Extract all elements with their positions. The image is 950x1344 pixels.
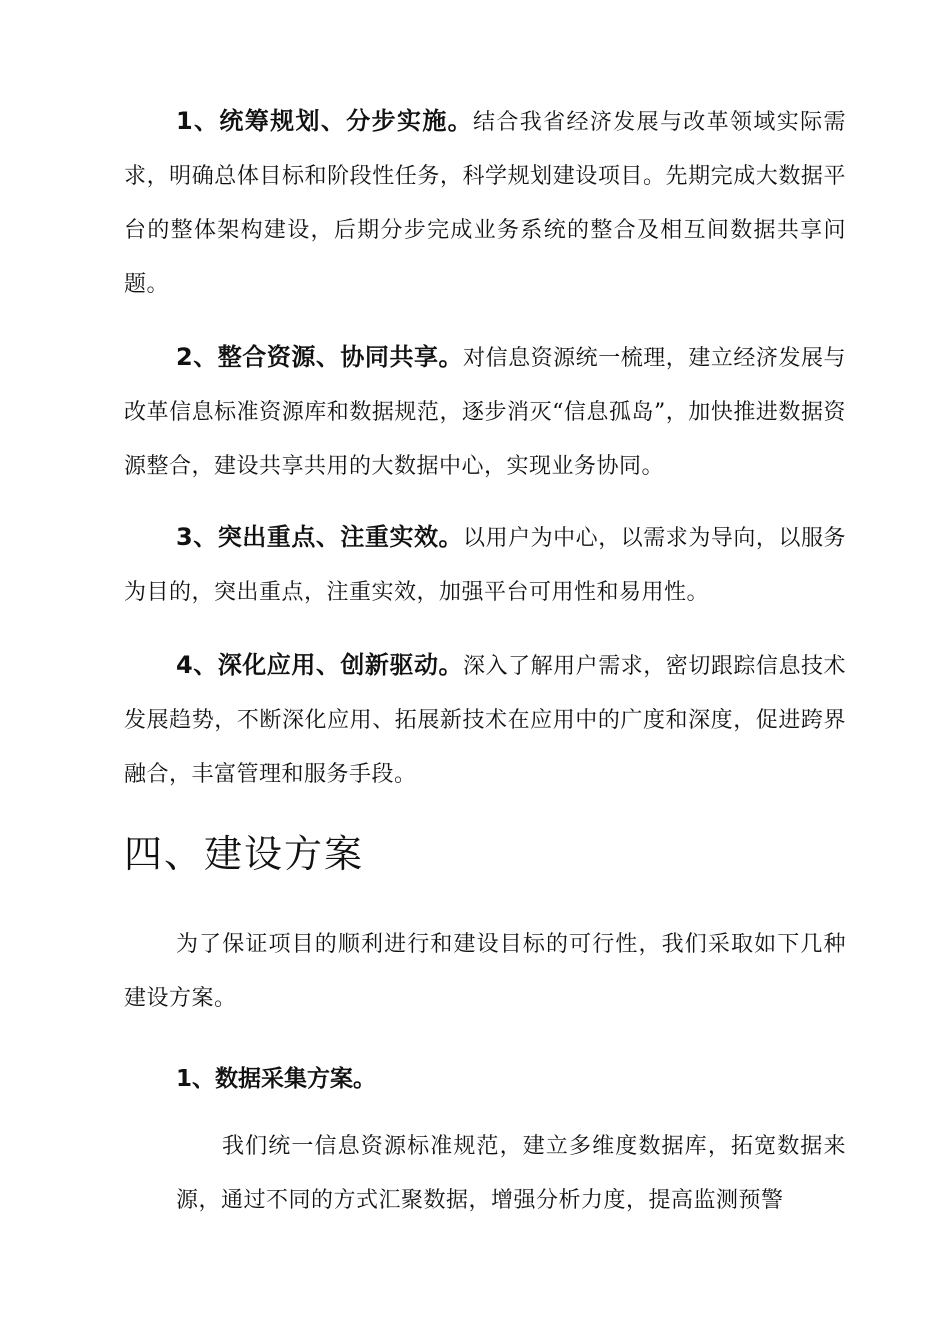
principle-2-body: 对信息资源统一梳理，建立经济发展与改革信息标准资源库和数据规范，逐步消灭“信息孤岛”，加快推进数据资源整合，建设共享共用的大数据中心，实现业务协同。 — [124, 346, 846, 479]
principle-paragraph-2 — [124, 330, 846, 494]
principle-3-lead: 3、突出重点、注重实效。 — [176, 523, 464, 551]
principle-paragraph-3 — [124, 510, 846, 620]
subsection-heading: 1、数据采集方案。 — [176, 1066, 377, 1092]
principle-1-body: 结合我省经济发展与改革领域实际需求，明确总体目标和阶段性任务，科学规划建设项目。先期完成大数据平台的整体架构建设，后期分步完成业务系统的整合及相互间数据共享问题。 — [124, 110, 846, 297]
principle-4-body: 深入了解用户需求，密切跟踪信息技术发展趋势，不断深化应用、拓展新技术在应用中的广度和深度，促进跨界融合，丰富管理和服务手段。 — [124, 654, 846, 787]
principle-2-lead: 2、整合资源、协同共享。 — [176, 343, 464, 371]
subsection-body: 我们统一信息资源标准规范，建立多维度数据库，拓宽数据来源，通过不同的方式汇聚数据，增强分析力度，提高监测预警 — [176, 1134, 846, 1213]
section-heading: 四、建设方案 — [124, 832, 365, 876]
section-intro: 为了保证项目的顺利进行和建设目标的可行性，我们采取如下几种建设方案。 — [124, 932, 846, 1011]
principle-paragraph-1 — [124, 94, 846, 312]
principle-4-lead: 4、深化应用、创新驱动。 — [176, 651, 464, 679]
principle-1-lead: 1、统筹规划、分步实施。 — [176, 107, 474, 135]
principle-3-body: 以用户为中心，以需求为导向，以服务为目的，突出重点，注重实效，加强平台可用性和易用性。 — [124, 526, 846, 605]
principle-paragraph-4 — [124, 638, 846, 802]
